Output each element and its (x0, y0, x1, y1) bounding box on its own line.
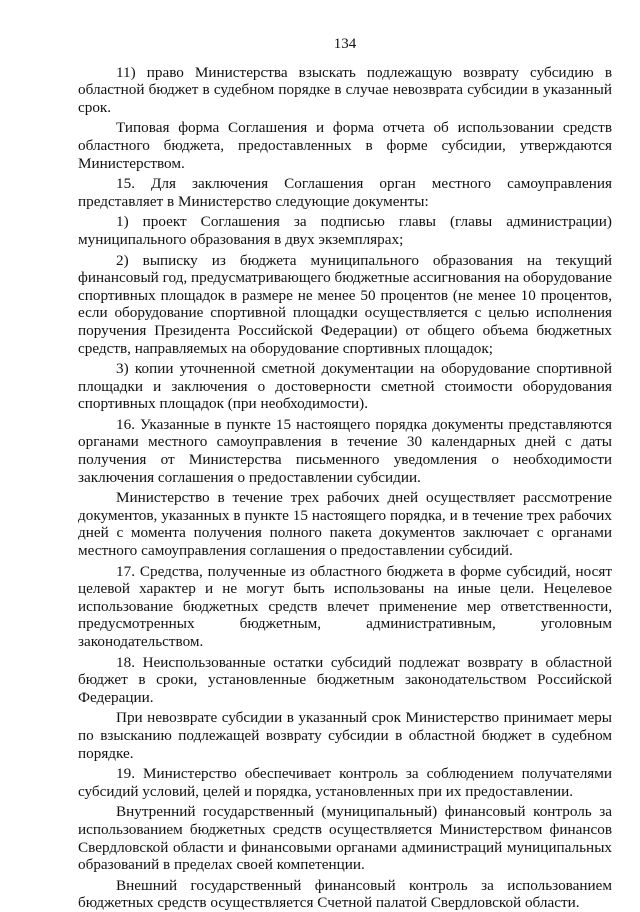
paragraph-15: 15. Для заключения Соглашения орган местного самоуправления представляет в Министерство следующие документы: (78, 175, 612, 210)
paragraph-18: 18. Неиспользованные остатки субсидий подлежат возврату в областной бюджет в сроки, установленные бюджетным законодательством Российской Федерации. (78, 653, 612, 706)
paragraph-16-review: Министерство в течение трех рабочих дней осуществляет рассмотрение документов, указанных в пункте 15 настоящего порядка, и в течение трех рабочих дней с момента получения полного пакета документов заключает с органами местного самоуправления соглашения о предоставлении субсидий. (78, 489, 612, 560)
paragraph-16: 16. Указанные в пункте 15 настоящего порядка документы представляются органами местного самоуправления в течение 30 календарных дней с даты получения от Министерства письменного уведомления о необходимости заключения соглашения о предоставлении субсидии. (78, 415, 612, 486)
paragraph-item-11: 11) право Министерства взыскать подлежащую возврату субсидию в областной бюджет в судебном порядке в случае невозврата субсидии в указанный срок. (78, 63, 612, 116)
paragraph-15-item-3: 3) копии уточненной сметной документации на оборудование спортивной площадки и заключения о достоверности сметной стоимости оборудования спортивных площадок (при необходимости). (78, 360, 612, 413)
paragraph-19-external-control: Внешний государственный финансовый контроль за использованием бюджетных средств осуществляется Счетной палатой Свердловской области. (78, 876, 612, 912)
paragraph-standard-form: Типовая форма Соглашения и форма отчета об использовании средств областного бюджета, предоставленных в форме субсидии, утверждаются Министерством. (78, 119, 612, 172)
paragraph-18-nonreturn: При невозврате субсидии в указанный срок Министерство принимает меры по взысканию подлежащей возврату субсидии в областной бюджет в судебном порядке. (78, 709, 612, 762)
paragraph-17: 17. Средства, полученные из областного бюджета в форме субсидий, носят целевой характер и не могут быть использованы на иные цели. Нецелевое использование бюджетных средств влечет применение мер ответственности, предусмотренных бюджетным, административным, уголовным законодательством. (78, 562, 612, 650)
page-number: 134 (333, 36, 357, 52)
paragraph-15-item-2: 2) выписку из бюджета муниципального образования на текущий финансовый год, предусматривающего бюджетные ассигнования на оборудование спортивных площадок в размере не менее 50 процентов (не менее 10 процентов, если оборудование спортивной площадки осуществляется с целью исполнения поручения Президента Российской Федерации) от общего объема бюджетных средств, направляемых на оборудование спортивных площадок; (78, 251, 612, 357)
paragraph-19: 19. Министерство обеспечивает контроль за соблюдением получателями субсидий условий, целей и порядка, установленных при их предоставлении. (78, 765, 612, 800)
paragraph-15-item-1: 1) проект Соглашения за подписью главы (главы администрации) муниципального образования в двух экземплярах; (78, 213, 612, 248)
paragraph-19-internal-control: Внутренний государственный (муниципальный) финансовый контроль за использованием бюджетных средств осуществляется Министерством финансов Свердловской области и финансовыми органами администраций муниципальных образований в пределах своей компетенции. (78, 803, 612, 874)
